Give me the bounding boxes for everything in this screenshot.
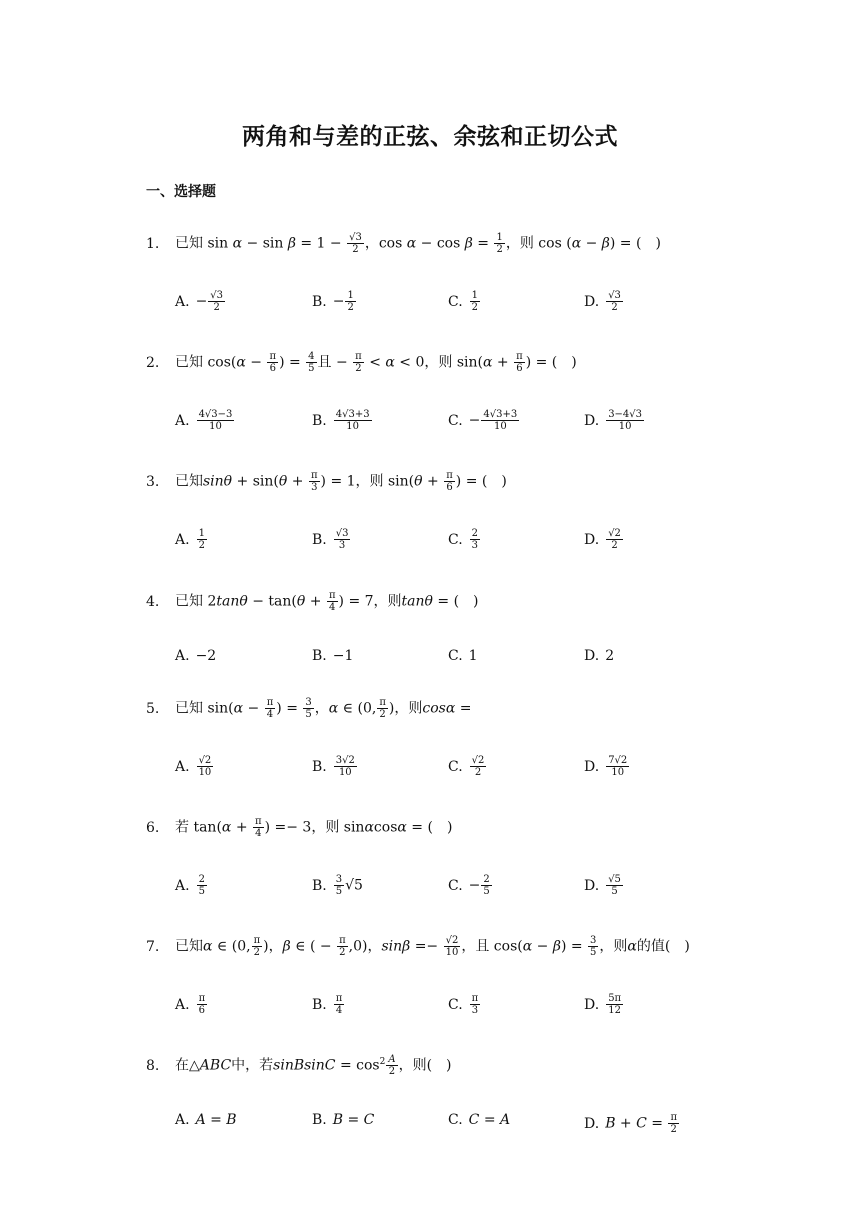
option-a[interactable]: A. $\frac{1}{2}$ [175, 528, 205, 551]
question-stem: 若 tan(α + $\frac{\pi}{4}$ ) =− 3，则 sinαcosα = ( ) [175, 816, 453, 839]
option-a[interactable]: A. − $\frac{√3}{2}$ [175, 290, 224, 313]
question-number: 3. [146, 474, 160, 490]
question-number: 8. [146, 1058, 160, 1074]
option-c[interactable]: C. − $\frac{4√3+3}{10}$ [448, 409, 518, 432]
option-b[interactable]: B. −1 [312, 648, 354, 664]
question-number: 4. [146, 594, 160, 610]
option-c[interactable]: C. C = A [448, 1112, 511, 1128]
option-b[interactable]: B. $\frac{√3}{3}$ [312, 528, 349, 551]
option-d[interactable]: D. $\frac{√2}{2}$ [584, 528, 621, 551]
question-number: 1. [146, 236, 160, 252]
question-stem: 已知 2tanθ − tan(θ + $\frac{\pi}{4}$ ) = 7，则tanθ = ( ) [175, 590, 479, 613]
question-number: 6. [146, 820, 160, 836]
option-b[interactable]: B. $\frac{\pi}{4}$ [312, 993, 343, 1016]
page-title: 两角和与差的正弦、余弦和正切公式 [242, 124, 618, 150]
question-stem: 已知 sin α − sin β = 1 − $\frac{√3}{2}$ ，cos α − cos β = $\frac{1}{2}$ ，则 cos (α − β) = ( ) [175, 232, 661, 255]
question-stem: 已知 sin(α − $\frac{\pi}{4}$ ) = $\frac{3}{5}$ ，α ∈ (0, $\frac{\pi}{2}$ )，则cosα = [175, 697, 472, 720]
option-b[interactable]: B. $\frac{4√3+3}{10}$ [312, 409, 370, 432]
question-stem: 在△ABC中，若sinBsinC = $\cos^2$ $\frac{A}{2}$ ，则( ) [175, 1054, 452, 1077]
option-d[interactable]: D. $\frac{3-4√3}{10}$ [584, 409, 643, 432]
option-b[interactable]: B. $\frac{3√2}{10}$ [312, 755, 355, 778]
question-number: 7. [146, 939, 160, 955]
question-stem: 已知sinθ + sin(θ + $\frac{\pi}{3}$ ) = 1，则 sin(θ + $\frac{\pi}{6}$ ) = ( ) [175, 470, 507, 493]
option-a[interactable]: A. $\frac{√2}{10}$ [175, 755, 212, 778]
question-number: 2. [146, 355, 160, 371]
option-a[interactable]: A. −2 [175, 648, 217, 664]
option-b[interactable]: B. $\frac{3}{5}$ √5 [312, 874, 363, 897]
option-d[interactable]: D. $\frac{7√2}{10}$ [584, 755, 628, 778]
option-d[interactable]: D. $\frac{√5}{5}$ [584, 874, 621, 897]
option-c[interactable]: C. $\frac{√2}{2}$ [448, 755, 485, 778]
option-c[interactable]: C. $\frac{1}{2}$ [448, 290, 479, 313]
question-stem: 已知 cos(α − $\frac{\pi}{6}$ ) = $\frac{4}{5}$ 且 − $\frac{\pi}{2}$ < α < 0，则 sin(α + $\frac{\pi}{6}$ ) = ( ) [175, 351, 577, 374]
option-d[interactable]: D. $\frac{√3}{2}$ [584, 290, 621, 313]
option-c[interactable]: C. − $\frac{2}{5}$ [448, 874, 490, 897]
option-d[interactable]: D. B + C = $\frac{\pi}{2}$ [584, 1112, 678, 1135]
question-number: 5. [146, 701, 160, 717]
option-a[interactable]: A. A = B [175, 1112, 237, 1128]
option-d[interactable]: D. $\frac{5\pi}{12}$ [584, 993, 622, 1016]
option-c[interactable]: C. $\frac{\pi}{3}$ [448, 993, 479, 1016]
option-b[interactable]: B. B = C [312, 1112, 375, 1128]
option-c[interactable]: C. $\frac{2}{3}$ [448, 528, 479, 551]
option-d[interactable]: D. 2 [584, 648, 615, 664]
question-stem: 已知α ∈ (0, $\frac{\pi}{2}$ )，β ∈ ( − $\frac{\pi}{2}$ ,0)，sinβ =− $\frac{√2}{10}$ ，且 cos(α − β) = $\frac{3}{5}$ ，则α的值( ) [175, 935, 690, 958]
option-a[interactable]: A. $\frac{\pi}{6}$ [175, 993, 206, 1016]
option-c[interactable]: C. 1 [448, 648, 478, 664]
option-b[interactable]: B. − $\frac{1}{2}$ [312, 290, 354, 313]
option-a[interactable]: A. $\frac{4√3-3}{10}$ [175, 409, 233, 432]
section-heading: 一、选择题 [146, 184, 216, 200]
option-a[interactable]: A. $\frac{2}{5}$ [175, 874, 205, 897]
